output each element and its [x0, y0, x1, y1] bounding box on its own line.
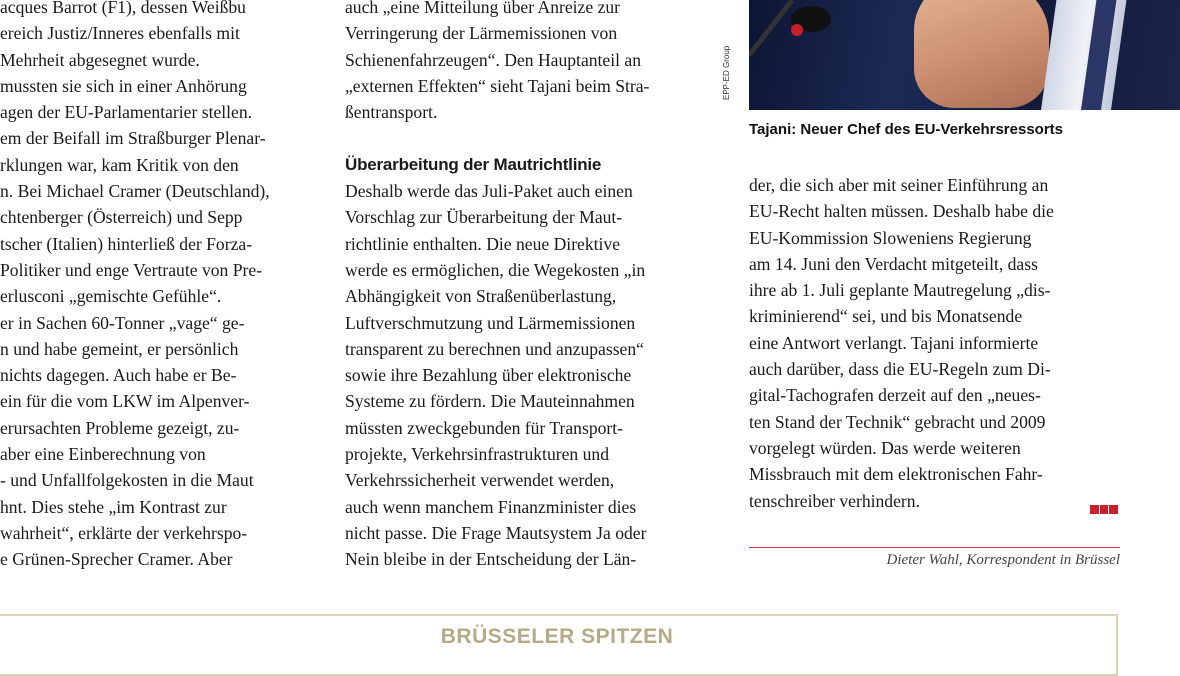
text-line: transparent zu berechnen und anzupassen“	[345, 338, 644, 359]
text-line: ereich Justiz/Inneres ebenfalls mit	[0, 23, 240, 44]
column-2-body	[345, 178, 716, 572]
text-line: aber eine Einberechnung von	[0, 444, 206, 465]
text-line: ten Stand der Technik“ gebracht und 2009	[749, 411, 1046, 432]
text-line: Abhängigkeit von Straßenüberlastung,	[345, 286, 617, 307]
text-line: Verringerung der Lärmemissionen von	[345, 23, 618, 44]
text-line: EU-Kommission Sloweniens Regierung	[749, 227, 1032, 248]
author-divider	[749, 547, 1120, 548]
text-line: auch darüber, dass die EU-Regeln zum Di-	[749, 359, 1051, 380]
text-line: am 14. Juni den Verdacht mitgeteilt, dass	[749, 253, 1038, 274]
text-line: erlusconi „gemischte Gefühle“.	[0, 286, 222, 307]
text-line: der, die sich aber mit seiner Einführung an	[749, 175, 1049, 195]
text-line: Politiker und enge Vertraute von Pre-	[0, 259, 263, 280]
article-end-mark	[1090, 505, 1118, 514]
text-line: nichts dagegen. Auch habe er Be-	[0, 365, 237, 386]
subheading: Überarbeitung der Mautrichtlinie	[345, 154, 602, 174]
text-line: Nein bleibe in der Entscheidung der Län-	[345, 549, 637, 570]
text-line: Missbrauch mit dem elektronischen Fahr-	[749, 464, 1043, 485]
text-line: eine Antwort verlangt. Tajani informierte	[749, 332, 1039, 353]
text-line: projekte, Verkehrsinfrastrukturen und	[345, 444, 609, 465]
text-line: nicht passe. Die Frage Mautsystem Ja oder	[345, 522, 647, 543]
text-line: n. Bei Michael Cramer (Deutschland),	[0, 181, 270, 202]
bruesseler-spitzen-box	[0, 614, 1118, 676]
text-line: wahrheit“, erklärte der verkehrspo-	[0, 522, 248, 543]
text-line: tscher (Italien) hinterließ der Forza-	[0, 233, 253, 254]
text-line: „externen Effekten“ sieht Tajani beim Stra-	[345, 75, 650, 96]
author-line: Dieter Wahl, Korrespondent in Brüssel	[886, 552, 1120, 568]
text-line: Verkehrssicherheit verwendet werden,	[345, 470, 615, 491]
text-line: werde es ermöglichen, die Wegekosten „in	[345, 259, 646, 280]
text-line: Deshalb werde das Juli-Paket auch einen	[345, 181, 633, 202]
text-line: vorgelegt würden. Das werde weiteren	[749, 437, 1021, 458]
text-line: ein für die vom LKW im Alpenver-	[0, 391, 250, 412]
text-line: rklungen war, kam Kritik von den	[0, 154, 239, 175]
text-line: acques Barrot (F1), dessen Weißbu	[0, 0, 246, 17]
photo-credit: EPP-ED Group	[722, 45, 731, 100]
photo-caption: Tajani: Neuer Chef des EU-Verkehrsressorts	[749, 121, 1064, 138]
article-column-3	[749, 172, 1120, 514]
text-line: müssten zweckgebunden für Transport-	[345, 417, 624, 438]
text-line: auch wenn manchem Finanzminister dies	[345, 496, 637, 517]
text-line: tenschreiber verhindern.	[749, 490, 920, 511]
text-line: gital-Tachografen derzeit auf den „neues-	[749, 385, 1041, 406]
text-line: EU-Recht halten müssen. Deshalb habe die	[749, 201, 1054, 222]
text-line: chtenberger (Österreich) und Sepp	[0, 207, 243, 228]
text-line: richtlinie enthalten. Die neue Direktive	[345, 233, 621, 254]
article-photo	[749, 0, 1180, 110]
text-line: n und habe gemeint, er persönlich	[0, 338, 239, 359]
text-line: er in Sachen 60-Tonner „vage“ ge-	[0, 312, 245, 333]
text-line: Schienenfahrzeugen“. Den Hauptanteil an	[345, 49, 642, 70]
article-column-1	[0, 0, 312, 573]
text-line: ßentransport.	[345, 102, 438, 123]
text-line: hnt. Dies stehe „im Kontrast zur	[0, 496, 227, 517]
text-line: kriminierend“ sei, und bis Monatsende	[749, 306, 1023, 327]
text-line: auch „eine Mitteilung über Anreize zur	[345, 0, 621, 17]
box-title: BRÜSSELER SPITZEN	[440, 625, 674, 648]
column-2-intro	[345, 0, 716, 125]
text-line: - und Unfallfolgekosten in die Maut	[0, 470, 254, 491]
paragraph-spacer	[345, 125, 716, 151]
text-line: em der Beifall im Straßburger Plenar-	[0, 128, 266, 149]
text-line: Systeme zu fördern. Die Mauteinnahmen	[345, 391, 635, 412]
text-line: Mehrheit abgesegnet wurde.	[0, 49, 200, 70]
text-line: Vorschlag zur Überarbeitung der Maut-	[345, 207, 623, 228]
text-line: ihre ab 1. Juli geplante Mautregelung „dis-	[749, 280, 1051, 301]
article-column-2	[345, 0, 716, 573]
text-line: erursachten Probleme gezeigt, zu-	[0, 417, 240, 438]
text-line: agen der EU-Parlamentarier stellen.	[0, 102, 253, 123]
text-line: Luftverschmutzung und Lärmemissionen	[345, 312, 636, 333]
text-line: sowie ihre Bezahlung über elektronische	[345, 365, 632, 386]
text-line: e Grünen-Sprecher Cramer. Aber	[0, 549, 233, 570]
text-line: mussten sie sich in einer Anhörung	[0, 75, 247, 96]
